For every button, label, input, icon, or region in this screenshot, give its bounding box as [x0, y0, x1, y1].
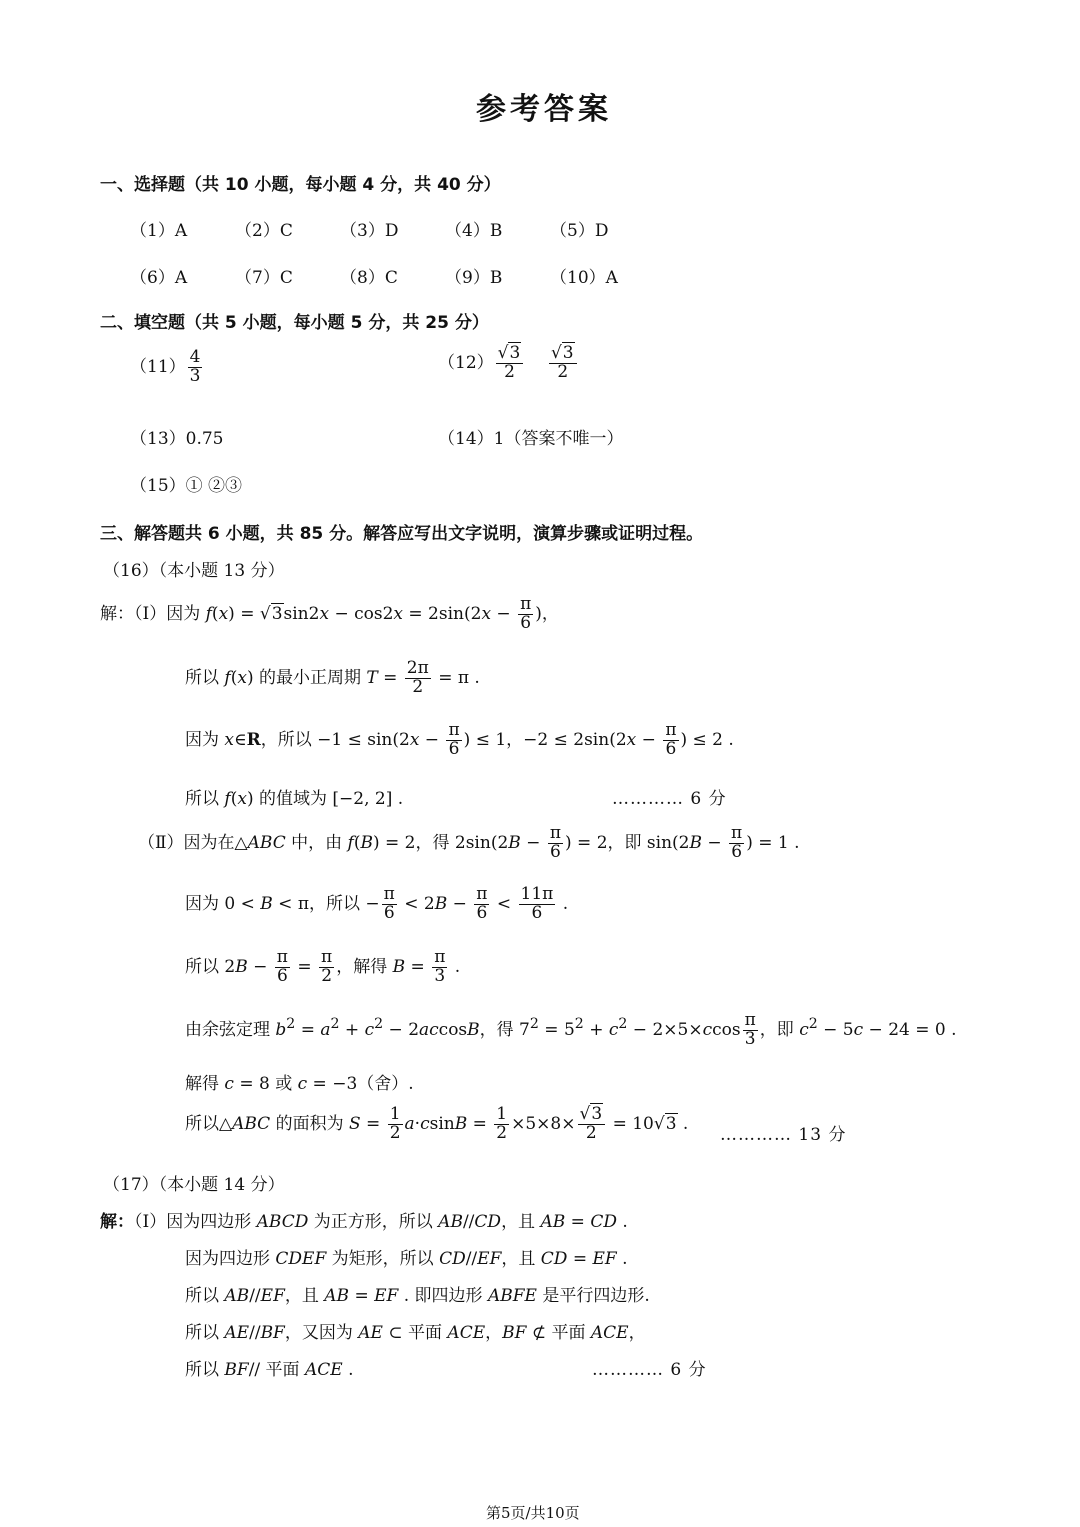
answer-12-label: （12）	[438, 352, 494, 373]
q17-header: （17）（本小题 14 分）	[103, 1175, 285, 1195]
q16-line-10: 所以△ABC 的面积为 S = $\frac{1}{2}$ a·csinB = $\frac{1}{2}$ ×5×8× $\frac{√3}{2}$ = 10√3 .	[185, 1104, 689, 1143]
q16-line-6: 因为 0 < B < π，所以 − $\frac{\pi}{6}$ < 2B − $\frac{\pi}{6}$ < $\frac{11\pi}{6}$ .	[185, 884, 569, 923]
page-number: 第5页/共10页	[486, 1504, 580, 1522]
answer-11-fraction: $\frac{4}{3}$	[189, 347, 201, 386]
q16-line-4: 所以 f(x) 的值域为 [−2, 2] .	[185, 789, 404, 809]
answer-11	[130, 349, 204, 386]
answer-11-label: （11）	[130, 356, 186, 377]
answer-3: （3）D	[340, 221, 399, 241]
score-mark: ………… 6 分	[612, 789, 727, 809]
q16-line-3: 因为 x∈R，所以 −1 ≤ sin(2x − $\frac{\pi}{6}$ ) ≤ 1，−2 ≤ 2sin(2x − $\frac{\pi}{6}$ ) ≤ 2 .	[185, 720, 734, 759]
section1-heading: 一、选择题（共 10 小题，每小题 4 分，共 40 分）	[100, 175, 501, 195]
q16-line-9: 解得 c = 8 或 c = −3（舍）.	[185, 1074, 414, 1094]
q16-line-7: 所以 2B − $\frac{\pi}{6}$ = $\frac{\pi}{2}$ ，解得 B = $\frac{\pi}{3}$ .	[185, 947, 461, 986]
answer-5: （5）D	[550, 221, 609, 241]
q16-line-5: （Ⅱ）因为在△ABC 中，由 f(B) = 2，得 2sin(2B − $\frac{\pi}{6}$ ) = 2，即 sin(2B − $\frac{\pi}{6}$ ) = 1 .	[138, 823, 800, 862]
section3-heading: 三、解答题共 6 小题，共 85 分。解答应写出文字说明，演算步骤或证明过程。	[100, 524, 704, 544]
answer-14: （14）1（答案不唯一）	[438, 429, 624, 449]
q16-line-8: 由余弦定理 $b^2 = a^2 + c^2 - 2accosB$，得 $7^2 = 5^2 + c^2 - 2\times 5\times ccos$ $\frac{\pi}{3}$ ，即 $c^2 - 5c - 24 = 0$ .	[185, 1010, 957, 1049]
answer-10: （10）A	[550, 268, 618, 288]
answer-1: （1）A	[130, 221, 188, 241]
answer-4: （4）B	[445, 221, 503, 241]
score-mark: ………… 13 分	[720, 1125, 847, 1145]
section2-heading: 二、填空题（共 5 小题，每小题 5 分，共 25 分）	[100, 313, 489, 333]
answer-8: （8）C	[340, 268, 398, 288]
q16-line-1: 解：（Ⅰ）因为 f(x) = √3sin2x − cos2x = 2sin(2x − $\frac{\pi}{6}$ )，	[100, 594, 559, 633]
score-mark: ………… 6 分	[592, 1360, 707, 1380]
answer-9: （9）B	[445, 268, 503, 288]
answer-6: （6）A	[130, 268, 188, 288]
answer-13: （13）0.75	[130, 429, 224, 449]
q17-line-1: 解：（Ⅰ）因为四边形 ABCD 为正方形，所以 AB//CD，且 AB = CD .	[100, 1212, 628, 1232]
q16-line-2: 所以 f(x) 的最小正周期 T = $\frac{2\pi}{2}$ = π .	[185, 658, 480, 697]
answer-15: （15）① ②③	[130, 476, 243, 496]
answer-7: （7）C	[235, 268, 293, 288]
q17-line-3: 所以 AB//EF，且 AB = EF . 即四边形 ABFE 是平行四边形.	[185, 1286, 650, 1306]
q16-header: （16）（本小题 13 分）	[103, 561, 285, 581]
q17-line-4: 所以 AE//BF，又因为 AE ⊂ 平面 ACE，BF ⊄ 平面 ACE，	[185, 1323, 646, 1343]
q17-line-5: 所以 BF// 平面 ACE .	[185, 1360, 354, 1380]
q17-line-2: 因为四边形 CDEF 为矩形，所以 CD//EF，且 CD = EF .	[185, 1249, 628, 1269]
answer-2: （2）C	[235, 221, 293, 241]
answer-12: （12） $\frac{√3}{2}$ $\frac{√3}{2}$	[438, 345, 579, 382]
page-title: 参考答案	[476, 92, 612, 127]
